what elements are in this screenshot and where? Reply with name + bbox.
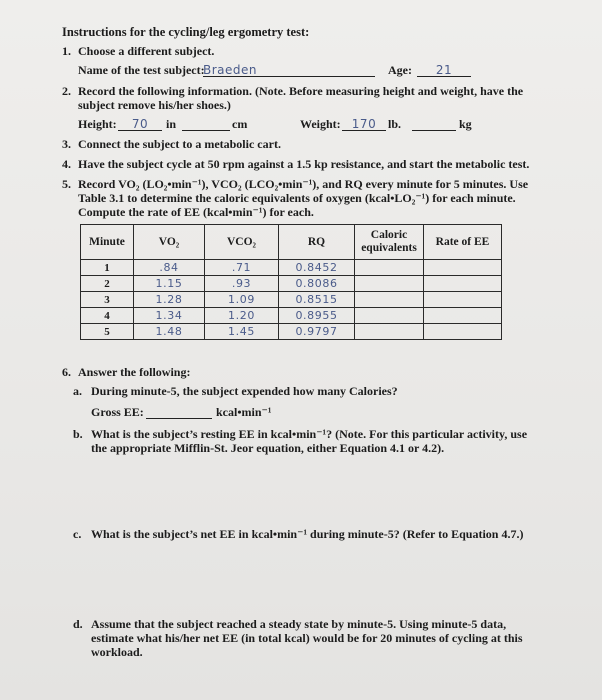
header-caloric-equivalents: Caloric equivalents (355, 225, 424, 260)
step-1-text: Choose a different subject. (78, 44, 215, 58)
cell-minute: 3 (81, 292, 134, 308)
step-3-number: 3. (62, 137, 71, 151)
height-in-field[interactable] (118, 115, 162, 131)
step-1-number: 1. (62, 44, 71, 58)
cell-rq[interactable]: 0.8086 (279, 276, 355, 292)
cell-caloric-equivalent[interactable] (355, 308, 424, 324)
cell-rate-of-ee[interactable] (424, 276, 502, 292)
cell-vco2[interactable]: 1.45 (205, 324, 279, 340)
step-4-text: Have the subject cycle at 50 rpm against a 1.5 kp resistance, and start the metabolic test. (78, 157, 530, 171)
table-row (81, 292, 502, 308)
table-row (81, 260, 502, 276)
age-value: 21 (435, 63, 453, 77)
step-3-text: Connect the subject to a metabolic cart. (78, 137, 281, 151)
header-rate-of-ee: Rate of EE (424, 225, 502, 260)
cell-rate-of-ee[interactable] (424, 260, 502, 276)
question-c-text: What is the subject’s net EE in kcal•min⁻¹ during minute-5? (Refer to Equation 4.7.) (91, 527, 524, 541)
cell-rq[interactable]: 0.8515 (279, 292, 355, 308)
cell-minute: 1 (81, 260, 134, 276)
cell-caloric-equivalent[interactable] (355, 260, 424, 276)
height-value: 70 (131, 117, 149, 131)
page-title: Instructions for the cycling/leg ergometry test: (62, 25, 310, 39)
weight-label: Weight: (300, 117, 341, 131)
weight-lb-field[interactable] (342, 115, 386, 131)
cell-rate-of-ee[interactable] (424, 292, 502, 308)
header-vo2: VO₂ (134, 225, 205, 260)
step-2-number: 2. (62, 84, 71, 98)
cell-rq[interactable]: 0.8955 (279, 308, 355, 324)
metabolic-data-table (80, 224, 502, 340)
cell-vo2[interactable]: 1.15 (134, 276, 205, 292)
height-cm-field[interactable] (182, 115, 230, 131)
question-d-line-3: workload. (91, 645, 143, 659)
weight-kg-field[interactable] (412, 115, 456, 131)
height-unit-cm: cm (232, 117, 248, 131)
weight-unit-lb: lb. (388, 117, 402, 131)
step-6-text: Answer the following: (78, 365, 191, 379)
table-row (81, 308, 502, 324)
height-label: Height: (78, 117, 117, 131)
weight-value: 170 (351, 117, 377, 131)
cell-minute: 2 (81, 276, 134, 292)
question-d-label: d. (73, 617, 83, 631)
question-a-text: During minute-5, the subject expended how many Calories? (91, 384, 398, 398)
table-header-row (81, 225, 502, 260)
header-minute: Minute (81, 225, 134, 260)
name-label: Name of the test subject: (78, 63, 205, 77)
step-5-line-3: Compute the rate of EE (kcal•min⁻¹) for each. (78, 205, 314, 219)
cell-rate-of-ee[interactable] (424, 308, 502, 324)
cell-caloric-equivalent[interactable] (355, 292, 424, 308)
step-5-number: 5. (62, 177, 71, 191)
name-value: Braeden (203, 63, 258, 77)
cell-caloric-equivalent[interactable] (355, 324, 424, 340)
header-rq: RQ (279, 225, 355, 260)
question-b-label: b. (73, 427, 83, 441)
question-d-line-1: Assume that the subject reached a steady state by minute-5. Using minute-5 data, (91, 617, 507, 631)
step-6-number: 6. (62, 365, 71, 379)
header-vco2: VCO₂ (205, 225, 279, 260)
cell-vco2[interactable]: .71 (205, 260, 279, 276)
table-row (81, 276, 502, 292)
step-4-number: 4. (62, 157, 71, 171)
cell-minute: 5 (81, 324, 134, 340)
question-b-line-2: the appropriate Mifflin-St. Jeor equation, either Equation 4.1 or 4.2). (91, 441, 445, 455)
question-c-label: c. (73, 527, 82, 541)
step-5-line-2: Table 3.1 to determine the caloric equivalents of oxygen (kcal•LO₂⁻¹) for each minute. (78, 191, 516, 205)
step-5-line-1: Record VO₂ (LO₂•min⁻¹), VCO₂ (LCO₂•min⁻¹), and RQ every minute for 5 minutes. Use (78, 177, 529, 191)
cell-caloric-equivalent[interactable] (355, 276, 424, 292)
gross-ee-label: Gross EE: (91, 405, 144, 419)
cell-vco2[interactable]: .93 (205, 276, 279, 292)
gross-ee-unit: kcal•min⁻¹ (216, 405, 272, 419)
cell-rq[interactable]: 0.9797 (279, 324, 355, 340)
gross-ee-field[interactable] (146, 403, 212, 419)
cell-vco2[interactable]: 1.09 (205, 292, 279, 308)
question-a-label: a. (73, 384, 82, 398)
cell-rq[interactable]: 0.8452 (279, 260, 355, 276)
step-2-line-2: subject remove his/her shoes.) (78, 98, 231, 112)
question-d-line-2: estimate what his/her net EE (in total kcal) would be for 20 minutes of cycling at this (91, 631, 523, 645)
weight-unit-kg: kg (459, 117, 472, 131)
step-2-line-1: Record the following information. (Note. Before measuring height and weight, have the (78, 84, 524, 98)
cell-vo2[interactable]: 1.48 (134, 324, 205, 340)
question-b-line-1: What is the subject’s resting EE in kcal•min⁻¹? (Note. For this particular activity, use (91, 427, 528, 441)
cell-vo2[interactable]: 1.34 (134, 308, 205, 324)
height-unit-in: in (166, 117, 177, 131)
cell-minute: 4 (81, 308, 134, 324)
cell-vo2[interactable]: 1.28 (134, 292, 205, 308)
cell-rate-of-ee[interactable] (424, 324, 502, 340)
age-field[interactable] (417, 61, 471, 77)
age-label: Age: (388, 63, 412, 77)
name-field[interactable] (203, 61, 375, 77)
cell-vo2[interactable]: .84 (134, 260, 205, 276)
table-row (81, 324, 502, 340)
cell-vco2[interactable]: 1.20 (205, 308, 279, 324)
